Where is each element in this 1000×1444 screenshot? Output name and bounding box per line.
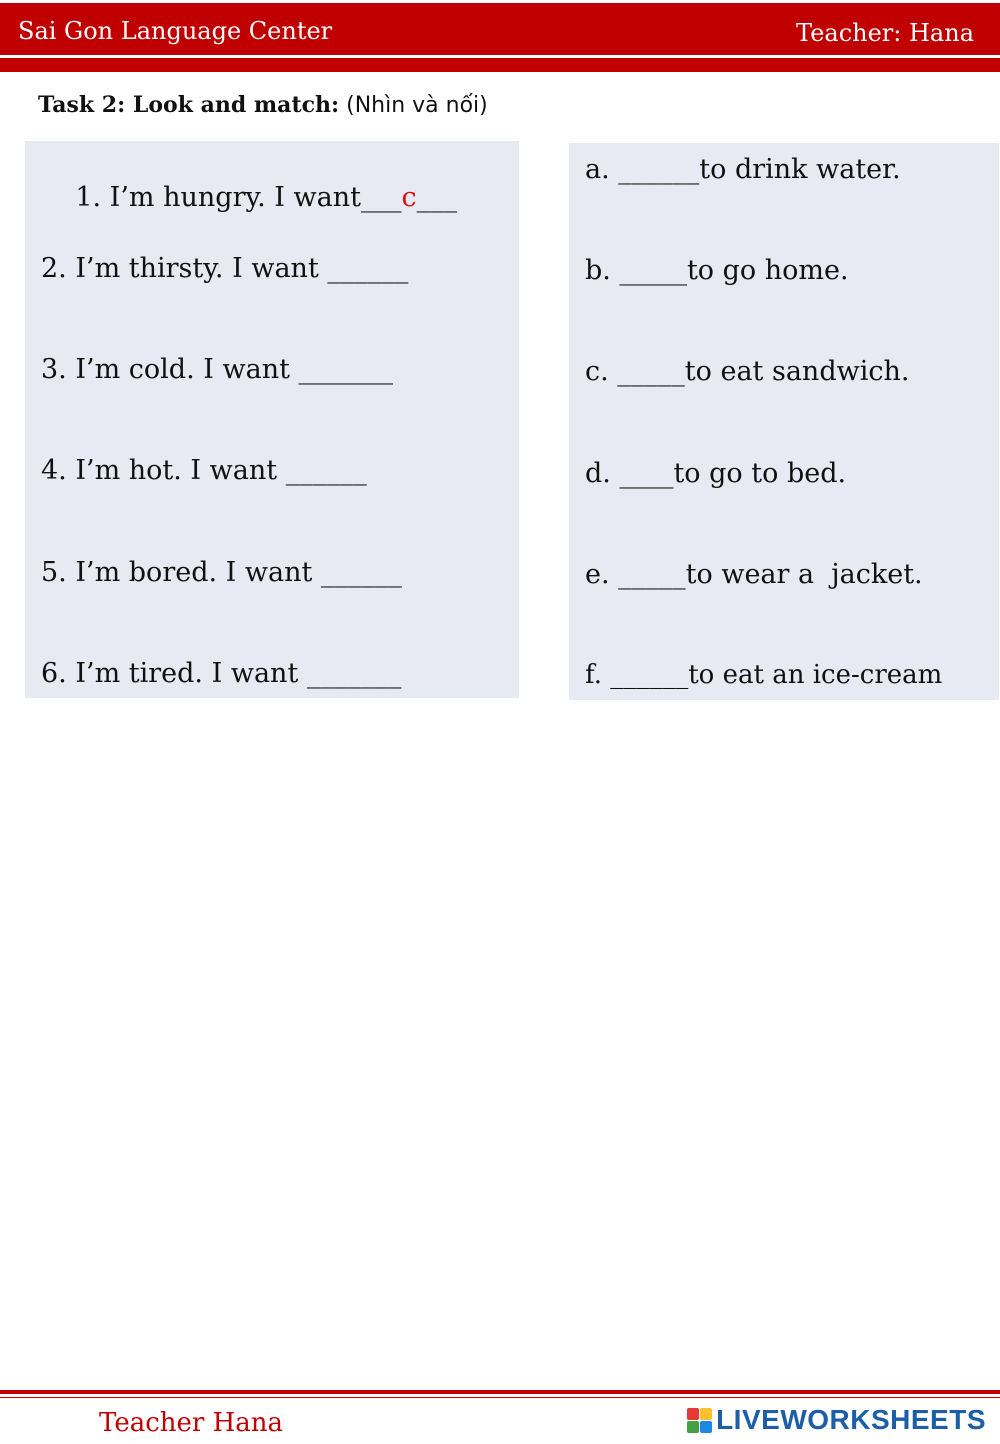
question-item[interactable]: 6. I’m tired. I want _______	[41, 658, 402, 689]
task-title-bold: Task 2: Look and match:	[38, 92, 340, 118]
teacher-label: Teacher: Hana	[796, 19, 974, 47]
question-blank: ___	[416, 182, 458, 213]
question-item[interactable]: 4. I’m hot. I want ______	[41, 455, 367, 486]
liveworksheets-icon	[687, 1408, 712, 1433]
option-item: e. _____to wear a jacket.	[585, 559, 923, 590]
header-divider	[0, 58, 1000, 72]
option-item: a. ______to drink water.	[585, 154, 901, 185]
liveworksheets-wordmark: LIVEWORKSHEETS	[716, 1404, 986, 1435]
task-title-hint: (Nhìn và nối)	[346, 93, 488, 118]
option-item: c. _____to eat sandwich.	[585, 356, 910, 387]
question-item[interactable]: 3. I’m cold. I want _______	[41, 354, 394, 385]
options-panel	[569, 143, 999, 700]
answer-input[interactable]: c	[401, 182, 417, 213]
task-title	[38, 92, 488, 118]
liveworksheets-logo[interactable]	[687, 1404, 986, 1436]
question-text: 1. I’m hungry. I want___	[75, 182, 402, 213]
question-item	[41, 151, 457, 244]
questions-panel	[25, 141, 519, 698]
option-item: b. _____to go home.	[585, 255, 849, 286]
footer-divider	[0, 1390, 1000, 1394]
option-item: f. ______to eat an ice-cream	[585, 660, 943, 690]
question-item[interactable]: 2. I’m thirsty. I want ______	[41, 253, 409, 284]
page-header	[0, 3, 1000, 55]
question-item[interactable]: 5. I’m bored. I want ______	[41, 557, 402, 588]
footer-teacher: Teacher Hana	[99, 1408, 284, 1438]
center-name: Sai Gon Language Center	[18, 17, 333, 45]
footer-divider-thin	[0, 1397, 1000, 1398]
option-item: d. ____to go to bed.	[585, 458, 847, 489]
